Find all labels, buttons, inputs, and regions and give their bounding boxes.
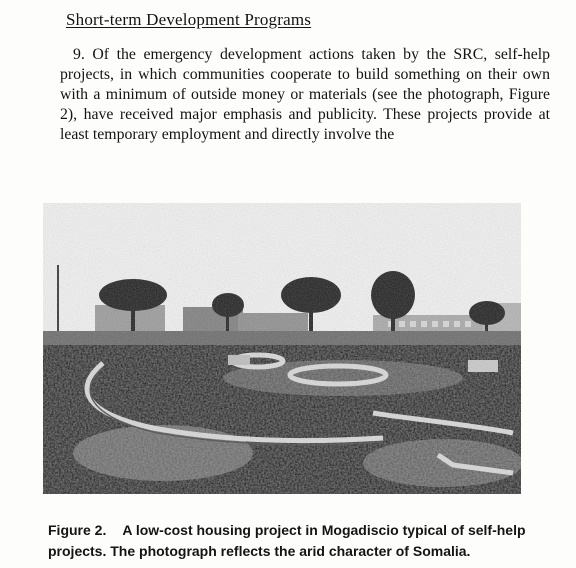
photograph-image xyxy=(43,203,521,494)
section-heading: Short-term Development Programs xyxy=(66,10,312,29)
body-paragraph: 9. Of the emergency development actions taken by the SRC, self-help projects, in which communities cooperate to build something on their own with a minimum of outside money or materials (see the photograph, Figure 2), have received major emphasis and publicity. These projects provide at least temporary employment and directly involve the xyxy=(60,46,550,143)
figure-caption xyxy=(48,520,528,562)
figure-number: Figure 2. xyxy=(48,522,107,538)
figure-photograph xyxy=(43,203,521,494)
figure-caption-text: A low-cost housing project in Mogadiscio typical of self-help projects. The photograph reflects the arid character of Somalia. xyxy=(48,522,526,559)
